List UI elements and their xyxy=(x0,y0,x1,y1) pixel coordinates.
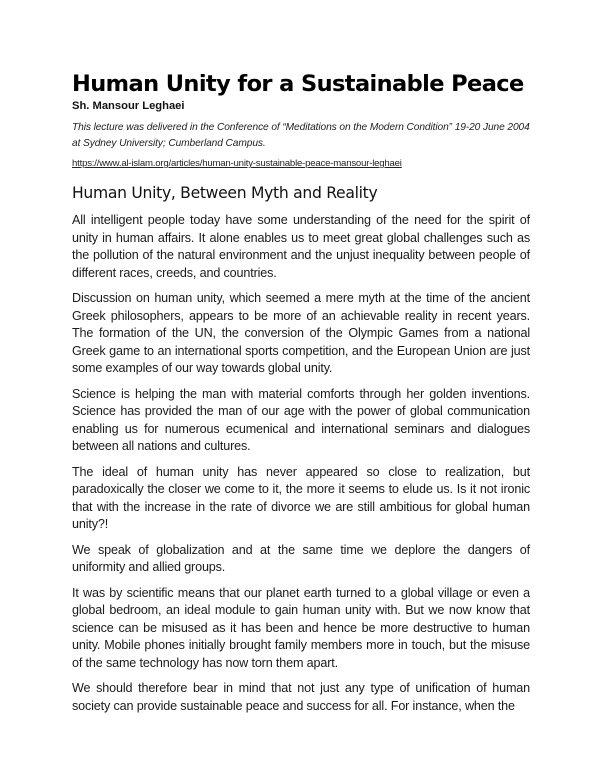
paragraph: The ideal of human unity has never appeared so close to realization, but paradoxically the closer we come to it, the more it seems to elude us. Is it not ironic that with the increase in the rate of divorce we are still ambitious for global human unity?! xyxy=(72,464,530,531)
paragraph: We speak of globalization and at the same time we deplore the dangers of uniformity and allied groups. xyxy=(72,542,530,574)
page-content xyxy=(72,70,530,715)
paragraph: It was by scientific means that our planet earth turned to a global village or even a global bedroom, an ideal module to gain human unity with. But we now know that science can be misused as it has been and hence be more destructive to human unity. Mobile phones initially brought family members more in touch, but the misuse of the same technology has now torn them apart. xyxy=(72,585,530,670)
document-title: Human Unity for a Sustainable Peace xyxy=(72,71,524,97)
source-link[interactable]: https://www.al-islam.org/articles/human-unity-sustainable-peace-mansour-leghaei xyxy=(72,158,402,169)
author-name: Sh. Mansour Leghaei xyxy=(72,100,185,112)
paragraph: We should therefore bear in mind that not just any type of unification of human society can provide sustainable peace and success for all. For instance, when the xyxy=(72,681,530,713)
paragraph: Science is helping the man with material comforts through her golden inventions. Science has provided the man of our age with the power of global communication enabling us for numerous ecumenical and international seminars and dialogues between all nations and cultures. xyxy=(72,386,530,453)
paragraph: Discussion on human unity, which seemed a mere myth at the time of the ancient Greek philosophers, appears to be more of an achievable reality in recent years. The formation of the UN, the conversion of the Olympic Games from a national Greek game to an international sports competition, and the European Union are just some examples of our way towards global unity. xyxy=(72,291,530,375)
paragraph: All intelligent people today have some understanding of the need for the spirit of unity in human affairs. It alone enables us to meet great global challenges such as the pollution of the natural environment and the unjust inequality between people of different races, creeds, and countries. xyxy=(72,213,530,280)
section-heading: Human Unity, Between Myth and Reality xyxy=(72,184,378,202)
lecture-note: This lecture was delivered in the Conference of “Meditations on the Modern Condition” 19-20 June 2004 at Sydney University; Cumberland Campus. xyxy=(72,122,530,149)
